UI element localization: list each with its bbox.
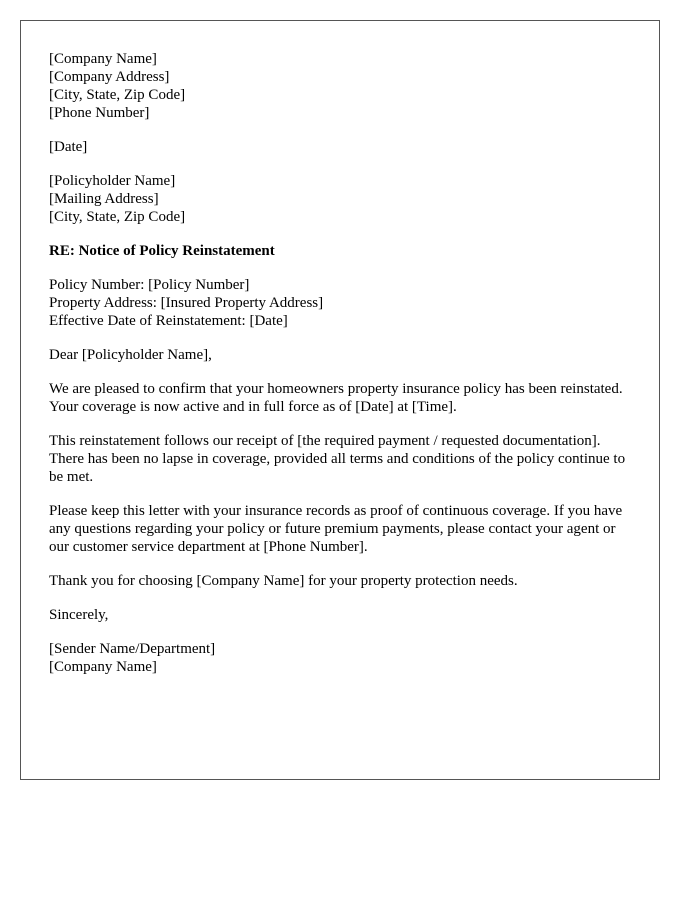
subject-line: RE: Notice of Policy Reinstatement — [49, 243, 275, 259]
body-paragraph-thank-you: Thank you for choosing [Company Name] for your property protection needs. — [49, 573, 518, 589]
body-paragraph-records-contact: Please keep this letter with your insurance records as proof of continuous coverage. If you have any questions regarding your policy or future premium payments, please contact your agent or our customer service department at [Phone Number]. — [49, 503, 623, 555]
property-address: Property Address: [Insured Property Address] — [49, 295, 324, 311]
recipient-city-state-zip: [City, State, Zip Code] — [49, 209, 186, 225]
body-paragraph-confirmation: We are pleased to confirm that your homeowners property insurance policy has been reinstated. Your coverage is now active and in full force as of [Date] at [Time]. — [49, 381, 623, 415]
signature-block — [49, 640, 631, 676]
recipient-mailing-address: [Mailing Address] — [49, 191, 159, 207]
closing: Sincerely, — [49, 607, 109, 623]
sender-company-address: [Company Address] — [49, 69, 170, 85]
sender-company-name: [Company Name] — [49, 51, 157, 67]
letter-page — [20, 20, 660, 780]
date-block — [49, 138, 631, 156]
salutation: Dear [Policyholder Name], — [49, 347, 212, 363]
recipient-name: [Policyholder Name] — [49, 173, 176, 189]
policy-details-block — [49, 276, 631, 330]
signature-company: [Company Name] — [49, 659, 157, 675]
sender-block — [49, 50, 631, 122]
effective-date: Effective Date of Reinstatement: [Date] — [49, 313, 288, 329]
recipient-block — [49, 172, 631, 226]
policy-number: Policy Number: [Policy Number] — [49, 277, 250, 293]
letter-date: [Date] — [49, 139, 88, 155]
sender-city-state-zip: [City, State, Zip Code] — [49, 87, 186, 103]
signature-sender: [Sender Name/Department] — [49, 641, 216, 657]
body-paragraph-reinstatement-basis: This reinstatement follows our receipt of [the required payment / requested documentation]. There has been no lapse in coverage, provided all terms and conditions of the policy continue to be met. — [49, 433, 626, 485]
sender-phone-number: [Phone Number] — [49, 105, 150, 121]
